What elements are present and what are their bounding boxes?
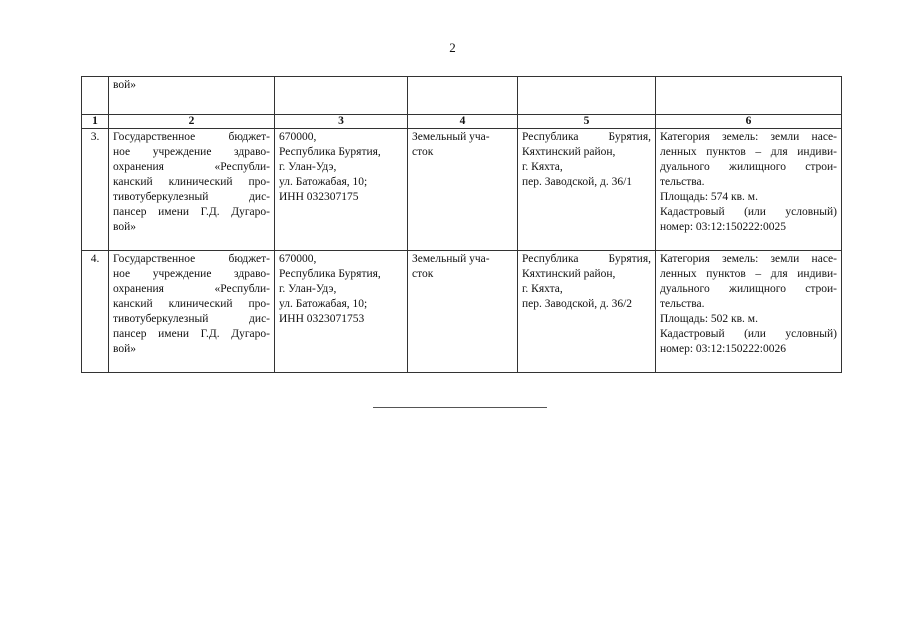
address-line: Республика Бурятия,	[522, 253, 651, 265]
organization-line: вой»	[113, 221, 137, 233]
characteristics-line: Категория земель: земли насе-	[660, 131, 837, 143]
characteristics-line: ленных пунктов – для индиви-	[660, 146, 837, 158]
characteristics-line: дуального жилищного строи-	[660, 283, 837, 295]
continuation-characteristics-cell	[656, 77, 842, 115]
characteristics-line: ленных пунктов – для индиви-	[660, 268, 837, 280]
organization-line: ное учреждение здраво-	[113, 268, 270, 280]
requisites-line: г. Улан-Удэ,	[279, 161, 337, 173]
characteristics-cell	[656, 129, 842, 251]
address-line: г. Кяхта,	[522, 283, 563, 295]
object-line: Земельный уча-	[412, 131, 490, 143]
continuation-requisites-cell	[275, 77, 408, 115]
organization-line: пансер имени Г.Д. Дугаро-	[113, 206, 270, 218]
organization-line: пансер имени Г.Д. Дугаро-	[113, 328, 270, 340]
characteristics-line: номер: 03:12:150222:0025	[660, 221, 786, 233]
address-line: Кяхтинский район,	[522, 268, 616, 280]
characteristics-line: тельства.	[660, 176, 705, 188]
table-row	[82, 129, 842, 251]
organization-line: вой»	[113, 343, 137, 355]
organization-line: Государственное бюджет-	[113, 131, 270, 143]
requisites-line: ул. Батожабая, 10;	[279, 298, 368, 310]
page-number: 2	[449, 40, 456, 55]
row-number: 4.	[82, 251, 109, 373]
continuation-num-cell	[82, 77, 109, 115]
address-line: Республика Бурятия,	[522, 131, 651, 143]
requisites-line: ИНН 0323071753	[279, 313, 365, 325]
object-line: сток	[412, 268, 434, 280]
organization-line: охранения «Республи-	[113, 161, 270, 173]
requisites-line: Республика Бурятия,	[279, 146, 381, 158]
organization-cell	[109, 129, 275, 251]
characteristics-line: Площадь: 574 кв. м.	[660, 191, 758, 203]
requisites-cell	[275, 129, 408, 251]
table-row	[82, 251, 842, 373]
requisites-line: ул. Батожабая, 10;	[279, 176, 368, 188]
organization-cell	[109, 251, 275, 373]
object-cell	[408, 129, 518, 251]
column-number: 6	[656, 115, 842, 129]
continuation-row	[82, 77, 842, 115]
requisites-line: Республика Бурятия,	[279, 268, 381, 280]
column-number: 4	[408, 115, 518, 129]
characteristics-line: Кадастровый (или условный)	[660, 206, 837, 218]
organization-line: тивотуберкулезный дис-	[113, 313, 270, 325]
organization-line: Государственное бюджет-	[113, 253, 270, 265]
continuation-object-cell	[408, 77, 518, 115]
continuation-org-cell	[109, 77, 275, 115]
characteristics-line: дуального жилищного строи-	[660, 161, 837, 173]
requisites-line: 670000,	[279, 253, 317, 265]
continuation-address-cell	[518, 77, 656, 115]
row-number: 3.	[82, 129, 109, 251]
organization-line: ное учреждение здраво-	[113, 146, 270, 158]
requisites-line: г. Улан-Удэ,	[279, 283, 337, 295]
address-line: пер. Заводской, д. 36/1	[522, 176, 633, 188]
address-line: пер. Заводской, д. 36/2	[522, 298, 633, 310]
characteristics-line: Категория земель: земли насе-	[660, 253, 837, 265]
property-table	[81, 76, 842, 373]
characteristics-line: Площадь: 502 кв. м.	[660, 313, 758, 325]
organization-line: канский клинический про-	[113, 298, 270, 310]
column-number: 1	[82, 115, 109, 129]
address-line: Кяхтинский район,	[522, 146, 616, 158]
object-line: Земельный уча-	[412, 253, 490, 265]
characteristics-line: тельства.	[660, 298, 705, 310]
characteristics-line: Кадастровый (или условный)	[660, 328, 837, 340]
document-end-divider	[373, 407, 547, 408]
address-line: г. Кяхта,	[522, 161, 563, 173]
address-cell	[518, 129, 656, 251]
object-line: сток	[412, 146, 434, 158]
organization-line: охранения «Республи-	[113, 283, 270, 295]
organization-line: канский клинический про-	[113, 176, 270, 188]
characteristics-line: номер: 03:12:150222:0026	[660, 343, 786, 355]
address-cell	[518, 251, 656, 373]
column-number: 2	[109, 115, 275, 129]
column-number: 5	[518, 115, 656, 129]
organization-line: тивотуберкулезный дис-	[113, 191, 270, 203]
requisites-cell	[275, 251, 408, 373]
column-number-row	[82, 115, 842, 129]
requisites-line: ИНН 032307175	[279, 191, 359, 203]
column-number: 3	[275, 115, 408, 129]
object-cell	[408, 251, 518, 373]
characteristics-cell	[656, 251, 842, 373]
requisites-line: 670000,	[279, 131, 317, 143]
continuation-org-text: вой»	[113, 79, 137, 91]
